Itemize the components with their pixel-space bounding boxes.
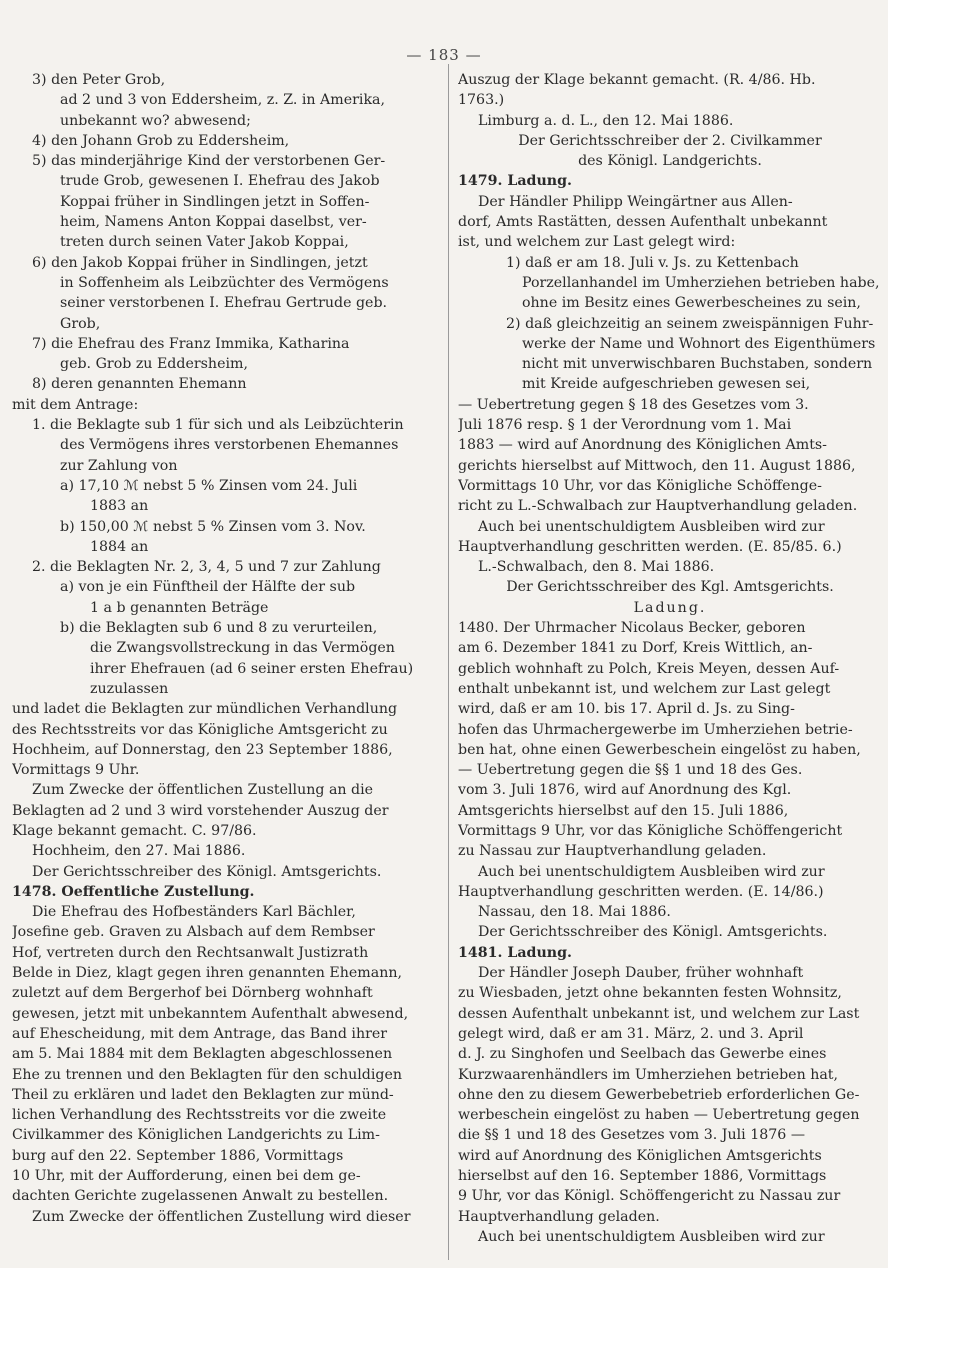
text-line: Hauptverhandlung geschritten werden. (E. 14/86.) xyxy=(458,883,824,900)
text-line: treten durch seinen Vater Jakob Koppai, xyxy=(60,234,349,251)
text-line: werbeschein eingelöst zu haben — Uebertretung gegen xyxy=(458,1107,860,1124)
text-line: burg auf den 22. September 1886, Vormittags xyxy=(12,1147,344,1164)
text-line: Ehe zu trennen und den Beklagten für den schuldigen xyxy=(12,1066,403,1083)
text-line: Der Gerichtsschreiber der 2. Civilkammer xyxy=(518,132,822,149)
text-line: Nassau, den 18. Mai 1886. xyxy=(478,904,671,921)
text-line: b) 150,00 ℳ nebst 5 % Zinsen vom 3. Nov. xyxy=(60,518,366,535)
text-line: hofen das Uhrmachergewerbe im Umherziehen betrie- xyxy=(458,721,853,738)
text-line: in Soffenheim als Leibzüchter des Vermögens xyxy=(60,274,389,291)
text-line: werke der Name und Wohnort des Eigenthümers xyxy=(522,335,876,352)
text-line: Der Händler Joseph Dauber, früher wohnhaft xyxy=(478,965,804,982)
text-line: richt zu L.-Schwalbach zur Hauptverhandlung geladen. xyxy=(458,498,858,515)
text-line: Auszug der Klage bekannt gemacht. (R. 4/86. Hb. xyxy=(458,72,816,88)
text-line: auf Ehescheidung, mit dem Antrage, das Band ihrer xyxy=(12,1025,388,1042)
text-line: Civilkammer des Königlichen Landgerichts zu Lim- xyxy=(12,1127,380,1144)
text-line: zu Wiesbaden, jetzt ohne bekannten festen Wohnsitz, xyxy=(458,985,842,1002)
column-divider xyxy=(448,64,449,1260)
right-column xyxy=(458,70,882,1247)
text-line: dorf, Amts Rastätten, dessen Aufenthalt unbekannt xyxy=(458,214,828,231)
text-line: 4) den Johann Grob zu Eddersheim, xyxy=(32,132,290,149)
text-line: 7) die Ehefrau des Franz Immika, Katharina xyxy=(32,335,350,352)
text-line: Klage bekannt gemacht. C. 97/86. xyxy=(12,822,257,839)
text-line: des Vermögens ihres verstorbenen Ehemannes xyxy=(60,437,399,454)
text-line: Grob, xyxy=(60,315,101,332)
text-line: Hof, vertreten durch den Rechtsanwalt Justizrath xyxy=(12,944,369,961)
text-line: 6) den Jakob Koppai früher in Sindlingen, jetzt xyxy=(32,254,368,271)
text-line: 1479. Ladung. xyxy=(458,173,572,190)
text-line: ad 2 und 3 von Eddersheim, z. Z. in Amerika, xyxy=(60,92,386,109)
text-line: nicht mit unverwischbaren Buchstaben, sondern xyxy=(522,356,873,373)
text-line: ohne im Besitz eines Gewerbescheines zu sein, xyxy=(522,295,861,312)
text-line: Zum Zwecke der öffentlichen Zustellung wird dieser xyxy=(32,1208,411,1225)
text-line: Beklagten ad 2 und 3 wird vorstehender Auszug der xyxy=(12,802,389,819)
text-line: dachten Gerichte zugelassenen Anwalt zu bestellen. xyxy=(12,1188,389,1205)
text-line: die Zwangsvollstreckung in das Vermögen xyxy=(90,640,395,657)
text-line: lichen Verhandlung des Rechtsstreits vor die zweite xyxy=(12,1107,387,1124)
text-line: Hochheim, den 27. Mai 1886. xyxy=(32,843,246,860)
text-line: ben hat, ohne einen Gewerbeschein eingelöst zu haben, xyxy=(458,741,861,758)
text-line: Vormittags 9 Uhr, vor das Königliche Schöffengericht xyxy=(458,822,843,839)
text-line: unbekannt wo? abwesend; xyxy=(60,112,251,129)
text-line: Die Ehefrau des Hofbeständers Karl Bächler, xyxy=(32,904,356,921)
text-line: vom 3. Juli 1876, wird auf Anordnung des Kgl. xyxy=(458,782,792,799)
text-line: gerichts hierselbst auf Mittwoch, den 11. August 1886, xyxy=(458,457,856,474)
text-line: gewesen, jetzt mit unbekanntem Aufenthalt abwesend, xyxy=(12,1005,409,1022)
text-line: L.-Schwalbach, den 8. Mai 1886. xyxy=(478,559,715,576)
text-line: Amtsgerichts hierselbst auf den 15. Juli 1886, xyxy=(458,802,789,819)
text-line: zuletzt auf dem Bergerhof bei Dörnberg wohnhaft xyxy=(12,985,373,1002)
text-line: Auch bei unentschuldigtem Ausbleiben wird zur xyxy=(478,518,825,535)
text-line: Auch bei unentschuldigtem Ausbleiben wird zur xyxy=(478,1228,825,1245)
text-line: 5) das minderjährige Kind der verstorbenen Ger- xyxy=(32,153,386,170)
text-line: 1478. Oeffentliche Zustellung. xyxy=(12,883,255,900)
text-line: b) die Beklagten sub 6 und 8 zu verurteilen, xyxy=(60,620,378,637)
text-line: Koppai früher in Sindlingen jetzt in Soffen- xyxy=(60,193,370,210)
text-line: Theil zu erklären und ladet den Beklagten zur münd- xyxy=(12,1086,394,1103)
text-line: Porzellanhandel im Umherziehen betrieben habe, xyxy=(522,274,880,291)
text-line: Ladung. xyxy=(633,599,707,616)
text-line: geblich wohnhaft zu Polch, Kreis Meyen, dessen Auf- xyxy=(458,660,840,677)
text-line: d. J. zu Singhofen und Seelbach das Gewerbe eines xyxy=(458,1046,827,1063)
text-line: zur Zahlung von xyxy=(60,457,178,474)
text-line: — Uebertretung gegen die §§ 1 und 18 des Ges. xyxy=(458,762,803,779)
text-line: ohne den zu diesem Gewerbebetrieb erforderlichen Ge- xyxy=(458,1086,860,1103)
text-line: Hauptverhandlung geladen. xyxy=(458,1208,660,1225)
text-line: gelegt wird, daß er am 31. März, 2. und 3. April xyxy=(458,1025,804,1042)
text-line: des Königl. Landgerichts. xyxy=(578,153,762,170)
text-line: trude Grob, gewesenen I. Ehefrau des Jakob xyxy=(60,173,380,190)
text-line: 1 a b genannten Beträge xyxy=(90,599,269,616)
text-line: Hochheim, auf Donnerstag, den 23 September 1886, xyxy=(12,741,393,758)
text-line: hierselbst auf den 16. September 1886, Vormittags xyxy=(458,1168,827,1185)
text-line: 2. die Beklagten Nr. 2, 3, 4, 5 und 7 zur Zahlung xyxy=(32,559,381,576)
text-line: ihrer Ehefrauen (ad 6 seiner ersten Ehefrau) xyxy=(90,660,414,677)
text-line: mit Kreide aufgeschrieben gewesen sei, xyxy=(522,376,811,393)
text-line: am 5. Mai 1884 mit dem Beklagten abgeschlossenen xyxy=(12,1046,393,1063)
text-line: wird auf Anordnung des Königlichen Amtsgerichts xyxy=(458,1147,822,1164)
text-line: und ladet die Beklagten zur mündlichen Verhandlung xyxy=(12,701,398,718)
text-line: zu Nassau zur Hauptverhandlung geladen. xyxy=(458,843,767,860)
text-line: 8) deren genannten Ehemann xyxy=(32,376,247,393)
text-line: a) von je ein Fünftheil der Hälfte der sub xyxy=(60,579,356,596)
text-line: Limburg a. d. L., den 12. Mai 1886. xyxy=(478,112,734,129)
text-line: des Rechtsstreits vor das Königliche Amtsgericht zu xyxy=(12,721,388,738)
text-line: Belde in Diez, klagt gegen ihren genannten Ehemann, xyxy=(12,965,403,982)
text-line: dessen Aufenthalt unbekannt ist, und welchem zur Last xyxy=(458,1005,860,1022)
text-line: 1763.) xyxy=(458,92,505,109)
text-line: 1481. Ladung. xyxy=(458,944,572,961)
text-line: 9 Uhr, vor das Königl. Schöffengericht zu Nassau zur xyxy=(458,1188,841,1205)
text-line: wird, daß er am 10. bis 17. April d. Js. zu Sing- xyxy=(458,701,795,718)
text-line: 10 Uhr, mit der Aufforderung, einen bei dem ge- xyxy=(12,1168,361,1185)
text-line: Der Gerichtsschreiber des Königl. Amtsgerichts. xyxy=(32,863,382,880)
text-line: Der Gerichtsschreiber des Königl. Amtsgerichts. xyxy=(478,924,828,941)
text-line: geb. Grob zu Eddersheim, xyxy=(60,356,248,373)
text-line: 2) daß gleichzeitig an seinem zweispännigen Fuhr- xyxy=(506,315,874,332)
text-line: Vormittags 10 Uhr, vor das Königliche Schöffenge- xyxy=(458,477,822,494)
text-line: heim, Namens Anton Koppai daselbst, ver- xyxy=(60,214,367,231)
text-line: Auch bei unentschuldigtem Ausbleiben wird zur xyxy=(478,863,825,880)
text-line: Kurzwaarenhändlers im Umherziehen betrieben hat, xyxy=(458,1066,839,1083)
page-number: — 183 — xyxy=(406,46,482,64)
text-line: Hauptverhandlung geschritten werden. (E. 85/85. 6.) xyxy=(458,538,842,555)
text-line: enthalt unbekannt ist, und welchem zur Last gelegt xyxy=(458,680,831,697)
text-line: ist, und welchem zur Last gelegt wird: xyxy=(458,234,736,251)
text-line: die §§ 1 und 18 des Gesetzes vom 3. Juli 1876 — xyxy=(458,1127,806,1144)
text-line: Der Händler Philipp Weingärtner aus Allen- xyxy=(478,193,793,210)
text-line: 1480. Der Uhrmacher Nicolaus Becker, geboren xyxy=(458,620,806,637)
text-line: Juli 1876 resp. § 1 der Verordnung vom 1. Mai xyxy=(458,417,792,434)
text-line: 1. die Beklagte sub 1 für sich und als Leibzüchterin xyxy=(32,417,404,434)
text-line: Vormittags 9 Uhr. xyxy=(12,762,140,779)
text-line: mit dem Antrage: xyxy=(12,396,139,413)
text-line: 3) den Peter Grob, xyxy=(32,72,166,88)
text-line: a) 17,10 ℳ nebst 5 % Zinsen vom 24. Juli xyxy=(60,477,358,494)
text-line: 1) daß er am 18. Juli v. Js. zu Kettenbach xyxy=(506,254,799,271)
text-line: seiner verstorbenen I. Ehefrau Gertrude geb. xyxy=(60,295,388,312)
text-line: am 6. Dezember 1841 zu Dorf, Kreis Wittlich, an- xyxy=(458,640,813,657)
left-column xyxy=(12,70,436,1227)
text-line: zuzulassen xyxy=(90,680,169,697)
text-line: 1883 — wird auf Anordnung des Königlichen Amts- xyxy=(458,437,827,454)
text-line: — Uebertretung gegen § 18 des Gesetzes vom 3. xyxy=(458,396,809,413)
text-line: 1884 an xyxy=(90,538,149,555)
text-line: 1883 an xyxy=(90,498,149,515)
text-line: Josefine geb. Graven zu Alsbach auf dem Rembser xyxy=(12,924,375,941)
text-line: Zum Zwecke der öffentlichen Zustellung an die xyxy=(32,782,374,799)
text-line: Der Gerichtsschreiber des Kgl. Amtsgerichts. xyxy=(506,579,834,596)
